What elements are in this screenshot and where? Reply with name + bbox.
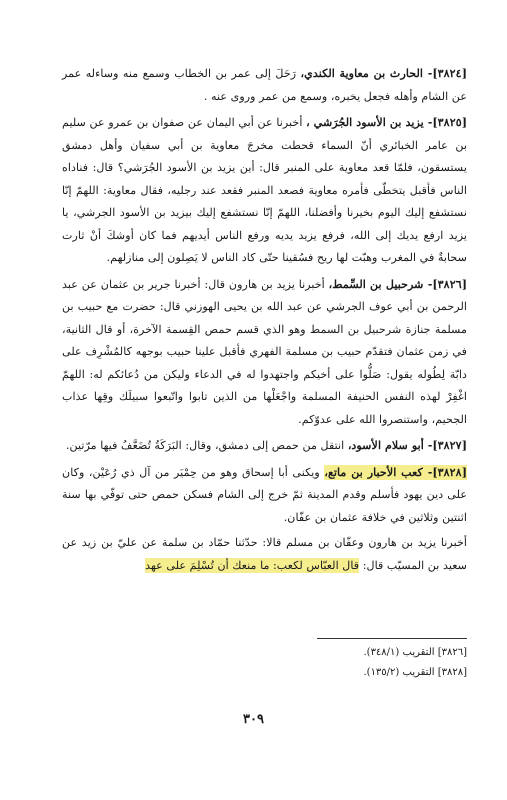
entry-number: [٣٨٢٨] [432, 464, 467, 479]
entry-number: [٣٨٢٥] [432, 115, 468, 129]
entry-3828 [62, 461, 467, 530]
entry-text: أخبرنا يزيد بن هارون قال: أخبرنا جرير بن عثمان عن عبد الرحمن بن أبي عوف الجرشي عن عبد الله بن يحيى الهوزني قال: حضرت مع حبيب بن مسلمة جنازة شرحبيل بن السمط وهو الذي قسم حمص القِسمة الآخرة، أو قال الثانية، في زمن عثمان فتقدّم حبيب بن مسلمة الفهري فأقبل علينا حبيب بوجهه كالمُشْرِف على دابّة لِطُوله يقول: صَلُّوا على أخيكم واجتهدوا له في الدعاء وليكن من دُعائكم له: اللهمّ اغْفِرْ لهذه النفس الحنيفة المسلمة واجْعَلْها من الذين تابوا واتّبعوا سبيلَك وقِها عذاب الجحيم، واستنصروا الله على عدوّكم. [62, 277, 467, 426]
entry-name: - يزيد بن الأسود الجُرَشي ، [306, 115, 433, 129]
entry-name: - شرحبيل بن السِّمط، [328, 276, 433, 291]
entry-3826 [62, 273, 467, 432]
entry-3825 [62, 111, 467, 270]
entry-text: أخبرنا عن أبي اليمان عن صفوان بن عمرو عن سليم بن عامر الخبائري أنّ السماء قحطت مخرجَ معاوية بن أبي سفيان وأهل دمشق يستسقون، فلمّا قعد معاوية على المنبر قال: أين يزيد بن الأسود الجُرَشي؟ قال: فناداه الناس فأقبل يتخطّى فأمره معاوية فصعد المنبر فقعد عند رجليه، فقال معاوية: اللهمّ إنّا نستشفع إليك اليوم بخيرنا وأفضلنا، اللهمّ إنّا نستشفع إليك بيزيد بن الأسود الجرشي، يا يزيد ارفع يديك إلى الله، فرفع يزيد يديه ورفع الناس أيديهم فما كان أوشكَ أنْ ثارت سحابةٌ في المغرب وهبّت لها ريح فسُقينا حتّى كاد الناس لا يَصِلون إلى منازلهم. [62, 116, 467, 264]
footnotes [62, 638, 467, 683]
entry-number: [٣٨٢٧] [432, 438, 467, 452]
entry-text: ويكنى أبا إسحاق وهو من حِمْيَر من آل ذي رُعَيْن، وكان على دين يهود فأسلم وقدم المدينة ثمّ خرج إلى الشام فسكن حمص حتى توفّي بها سنة اثنتين وثلاثين في خلافة عثمان بن عفّان. [62, 465, 467, 524]
page-number: ٣٠٩ [243, 712, 264, 727]
highlighted-heading [324, 465, 467, 480]
entry-number: [٣٨٢٤] [432, 66, 467, 80]
highlighted-quote: قال العبّاس لكعب: ما منعك أن تُسْلِمَ على عهد [145, 558, 360, 572]
entry-name: - كعب الأحبار بن ماتع، [324, 464, 433, 479]
entry-text: انتقل من حمص إلى دمشق، وقال: البَرَكَةُ تُضَعَّفُ فيها مرّتين. [65, 439, 345, 452]
entry-number: [٣٨٢٦] [432, 276, 468, 291]
entry-text: رَحَلَ إلى عمر بن الخطاب وسمع منه وساءله عمر عن الشام وأهله فجعل يخبره، وسمع من عمر وروى عنه . [62, 67, 467, 103]
entry-name: - الحارث بن معاوية الكندي، [300, 66, 433, 80]
entry-3824 [62, 62, 467, 108]
footnote: [٣٨٢٨] التقريب (١٣٥/٢). [363, 667, 467, 678]
entry-text: أخبرنا يزيد بن هارون وعفّان بن مسلم قالا: حدّثنا حمّاد بن سلمة عن عليّ بن زيد عن سعيد بن المسيّب قال: [62, 536, 467, 572]
entry-name: - أبو سلام الأسود، [347, 438, 433, 452]
footnote-divider [317, 638, 467, 639]
footnote: [٣٨٢٦] التقريب (٣٤٨/١). [363, 647, 467, 658]
entry-3828-narration [62, 532, 467, 577]
page-body [62, 62, 467, 580]
entry-3827 [62, 434, 467, 458]
